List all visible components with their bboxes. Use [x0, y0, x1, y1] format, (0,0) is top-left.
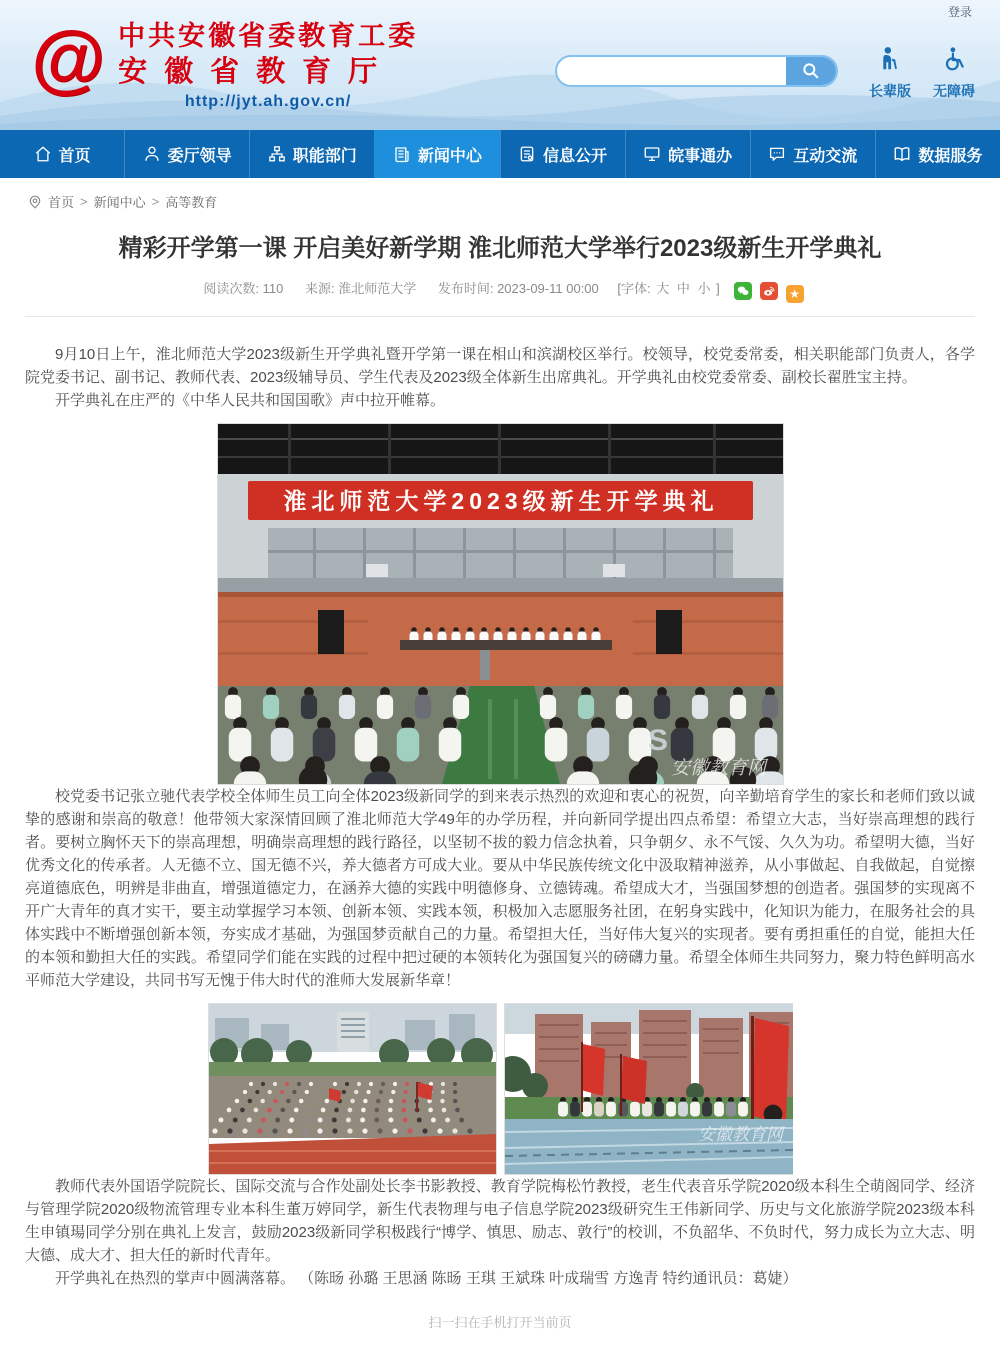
- nav-item-departments[interactable]: [249, 130, 374, 178]
- article: [0, 233, 1000, 1290]
- paragraph: 教师代表外国语学院院长、国际交流与合作处副处长李书影教授、教育学院梅松竹教授，老生代表音乐学院2020级本科生仝萌阁同学、经济与管理学院2020级物流管理专业本科生董万婷同学，新生代表物理与电子信息学院2023级研究生王伟新同学、历史与文化旅游学院2023级本科生申镇瑒同学分别在典礼上发言，鼓励2023级新同学积极践行“博学、慎思、励志、敦行”的校训，不负韶华、不负时代，努力成长为立大志、明大德、成大才、担大任的新时代青年。: [25, 1178, 975, 1264]
- views-label: 阅读次数:: [203, 281, 259, 296]
- date-label: 发布时间:: [437, 281, 494, 296]
- nav-item-label: 新闻中心: [417, 147, 482, 165]
- site-logo: [30, 17, 419, 111]
- wechat-share-icon[interactable]: [734, 282, 752, 300]
- search-input[interactable]: [557, 57, 786, 85]
- accessibility-label: 无障碍: [933, 83, 975, 99]
- nav-item-home[interactable]: [0, 130, 124, 178]
- date-meta: [438, 281, 603, 296]
- font-size-large-button[interactable]: 大: [656, 281, 670, 296]
- breadcrumb-item-higher-edu[interactable]: 高等教育: [165, 195, 218, 210]
- ceremony-photo-main: [217, 423, 784, 785]
- footer-scan-hint: 扫一扫在手机打开当前页: [428, 1315, 572, 1330]
- font-size-prefix: [字体:: [617, 281, 651, 296]
- star-share-icon[interactable]: ★: [786, 285, 804, 303]
- location-pin-icon: [28, 195, 42, 209]
- photo-watermark: 安徽教育网: [670, 758, 766, 779]
- logo-emblem-icon: @: [30, 17, 105, 102]
- source-meta: [305, 281, 420, 296]
- svg-text:S: S: [647, 724, 668, 757]
- font-size-suffix: ]: [716, 281, 720, 296]
- nav-item-label: 首页: [58, 147, 91, 165]
- breadcrumb-separator: >: [151, 194, 160, 209]
- main-nav: [0, 130, 1000, 178]
- nav-item-label: 信息公开: [543, 147, 608, 165]
- wheelchair-icon: [941, 46, 967, 72]
- weibo-share-icon[interactable]: [760, 282, 778, 300]
- paragraph: 开学典礼在庄严的《中华人民共和国国歌》声中拉开帷幕。: [55, 392, 446, 409]
- views-count: 110: [262, 281, 284, 296]
- photo-row: [25, 1003, 975, 1175]
- font-size-medium-button[interactable]: 中: [676, 281, 690, 296]
- nav-item-label: 互动交流: [793, 147, 858, 165]
- nav-item-label: 皖事通办: [668, 147, 733, 165]
- org-name-line2: 安徽省教育厅: [118, 56, 395, 88]
- nav-item-data[interactable]: [875, 130, 1000, 178]
- nav-item-label: 职能部门: [292, 147, 357, 165]
- title-divider: [25, 316, 975, 317]
- source-value: 淮北师范大学: [338, 281, 417, 296]
- photo-watermark: 安徽教育网: [697, 1125, 783, 1144]
- font-size-small-button[interactable]: 小: [697, 281, 711, 296]
- nav-item-interaction[interactable]: [750, 130, 875, 178]
- search-button[interactable]: [786, 57, 836, 85]
- nav-item-info-disclosure[interactable]: [500, 130, 625, 178]
- login-link[interactable]: 登录: [947, 5, 972, 19]
- paragraph: 校党委书记张立驰代表学校全体师生员工向全体2023级新同学的到来表示热烈的欢迎和衷心的祝贺，向辛勤培育学生的家长和老师们致以诚挚的感谢和崇高的敬意！他带领大家深情回顾了淮北师范大学49年的办学历程，并向新同学提出四点希望：希望立大志，当好崇高理想的践行者。要树立胸怀天下的崇高理想，明确崇高理想的践行路径，以坚韧不拔的毅力信念执着，只争朝夕、永不气馁、久久为功。希望明大德，当好优秀文化的传承者。人无德不立、国无德不兴，养大德者方可成大业。要从中华民族传统文化中汲取精神滋养，从小事做起、自我做起，自觉擦亮道德底色，明辨是非曲直，增强道德定力，在涵养大德的实践中明德修身、立德铸魂。希望成大才，当强国梦想的创造者。强国梦的实现离不开广大青年的真才实干，要主动掌握学习本领、创新本领、实践本领，积极加入志愿服务社团，在躬身实践中，化知识为能力，在服务社会的具体实践中不断增强创新本领，夯实成才基础，为强国梦贡献自己的力量。希望担大任，当好伟大复兴的实现者。要有勇担重任的自觉，能担大任的本领和勤担大任的实践。希望同学们能在实践的过程中把过硬的本领转化为强国复兴的磅礴力量。希望全体师生共同努力，聚力特色鲜明高水平师范大学建设，共同书写无愧于伟大时代的淮师大发展新华章！: [25, 788, 975, 989]
- document-icon: [518, 145, 536, 163]
- book-icon: [893, 145, 911, 163]
- nav-item-services[interactable]: [625, 130, 750, 178]
- org-name-line1: 中共安徽省委教育工委: [118, 21, 419, 51]
- nav-item-label: 委厅领导: [167, 147, 232, 165]
- monitor-icon: [643, 145, 661, 163]
- date-value: 2023-09-11 00:00: [497, 281, 599, 296]
- article-meta: [0, 278, 1000, 303]
- article-title: 精彩开学第一课 开启美好新学期 淮北师范大学举行2023级新生开学典礼: [118, 235, 882, 262]
- ceremony-photo-flags: [504, 1003, 793, 1175]
- ceremony-banner-text: 淮北师范大学2023级新生开学典礼: [282, 488, 719, 514]
- news-icon: [393, 145, 411, 163]
- site-url: http://jyt.ah.gov.cn/: [184, 93, 352, 110]
- chat-icon: [768, 145, 786, 163]
- breadcrumb: [0, 178, 1000, 211]
- search-icon: [801, 61, 821, 81]
- breadcrumb-item-home[interactable]: 首页: [48, 195, 75, 210]
- nav-item-leaders[interactable]: [124, 130, 249, 178]
- sitemap-icon: [268, 145, 286, 163]
- accessibility-link[interactable]: [926, 46, 982, 101]
- views-meta: [203, 281, 287, 296]
- search-box: [555, 55, 838, 87]
- font-size-control: [617, 281, 723, 296]
- site-header: [0, 0, 1000, 130]
- nav-item-label: 数据服务: [918, 147, 983, 165]
- elder-person-icon: [877, 46, 903, 72]
- source-label: 来源:: [304, 281, 335, 296]
- person-icon: [143, 145, 161, 163]
- ceremony-photo-crowd: [208, 1003, 497, 1175]
- article-body: [25, 343, 975, 1290]
- breadcrumb-separator: >: [80, 194, 88, 209]
- home-icon: [34, 145, 52, 163]
- paragraph: 9月10日上午，淮北师范大学2023级新生开学典礼暨开学第一课在相山和滨湖校区举行。校领导，校党委常委，相关职能部门负责人，各学院党委书记、副书记、教师代表、2023级辅导员、学生代表及2023级全体新生出席典礼。开学典礼由校党委常委、副校长翟胜宝主持。: [25, 346, 975, 386]
- nav-item-news[interactable]: [374, 130, 499, 178]
- paragraph: 开学典礼在热烈的掌声中圆满落幕。 （陈旸 孙璐 王思涵 陈旸 王琪 王斌珠 叶成瑞雪 方逸青 特约通讯员：葛婕）: [55, 1270, 798, 1287]
- elder-version-link[interactable]: [862, 46, 918, 101]
- elder-version-label: 长辈版: [869, 83, 911, 99]
- breadcrumb-item-news[interactable]: 新闻中心: [93, 195, 146, 210]
